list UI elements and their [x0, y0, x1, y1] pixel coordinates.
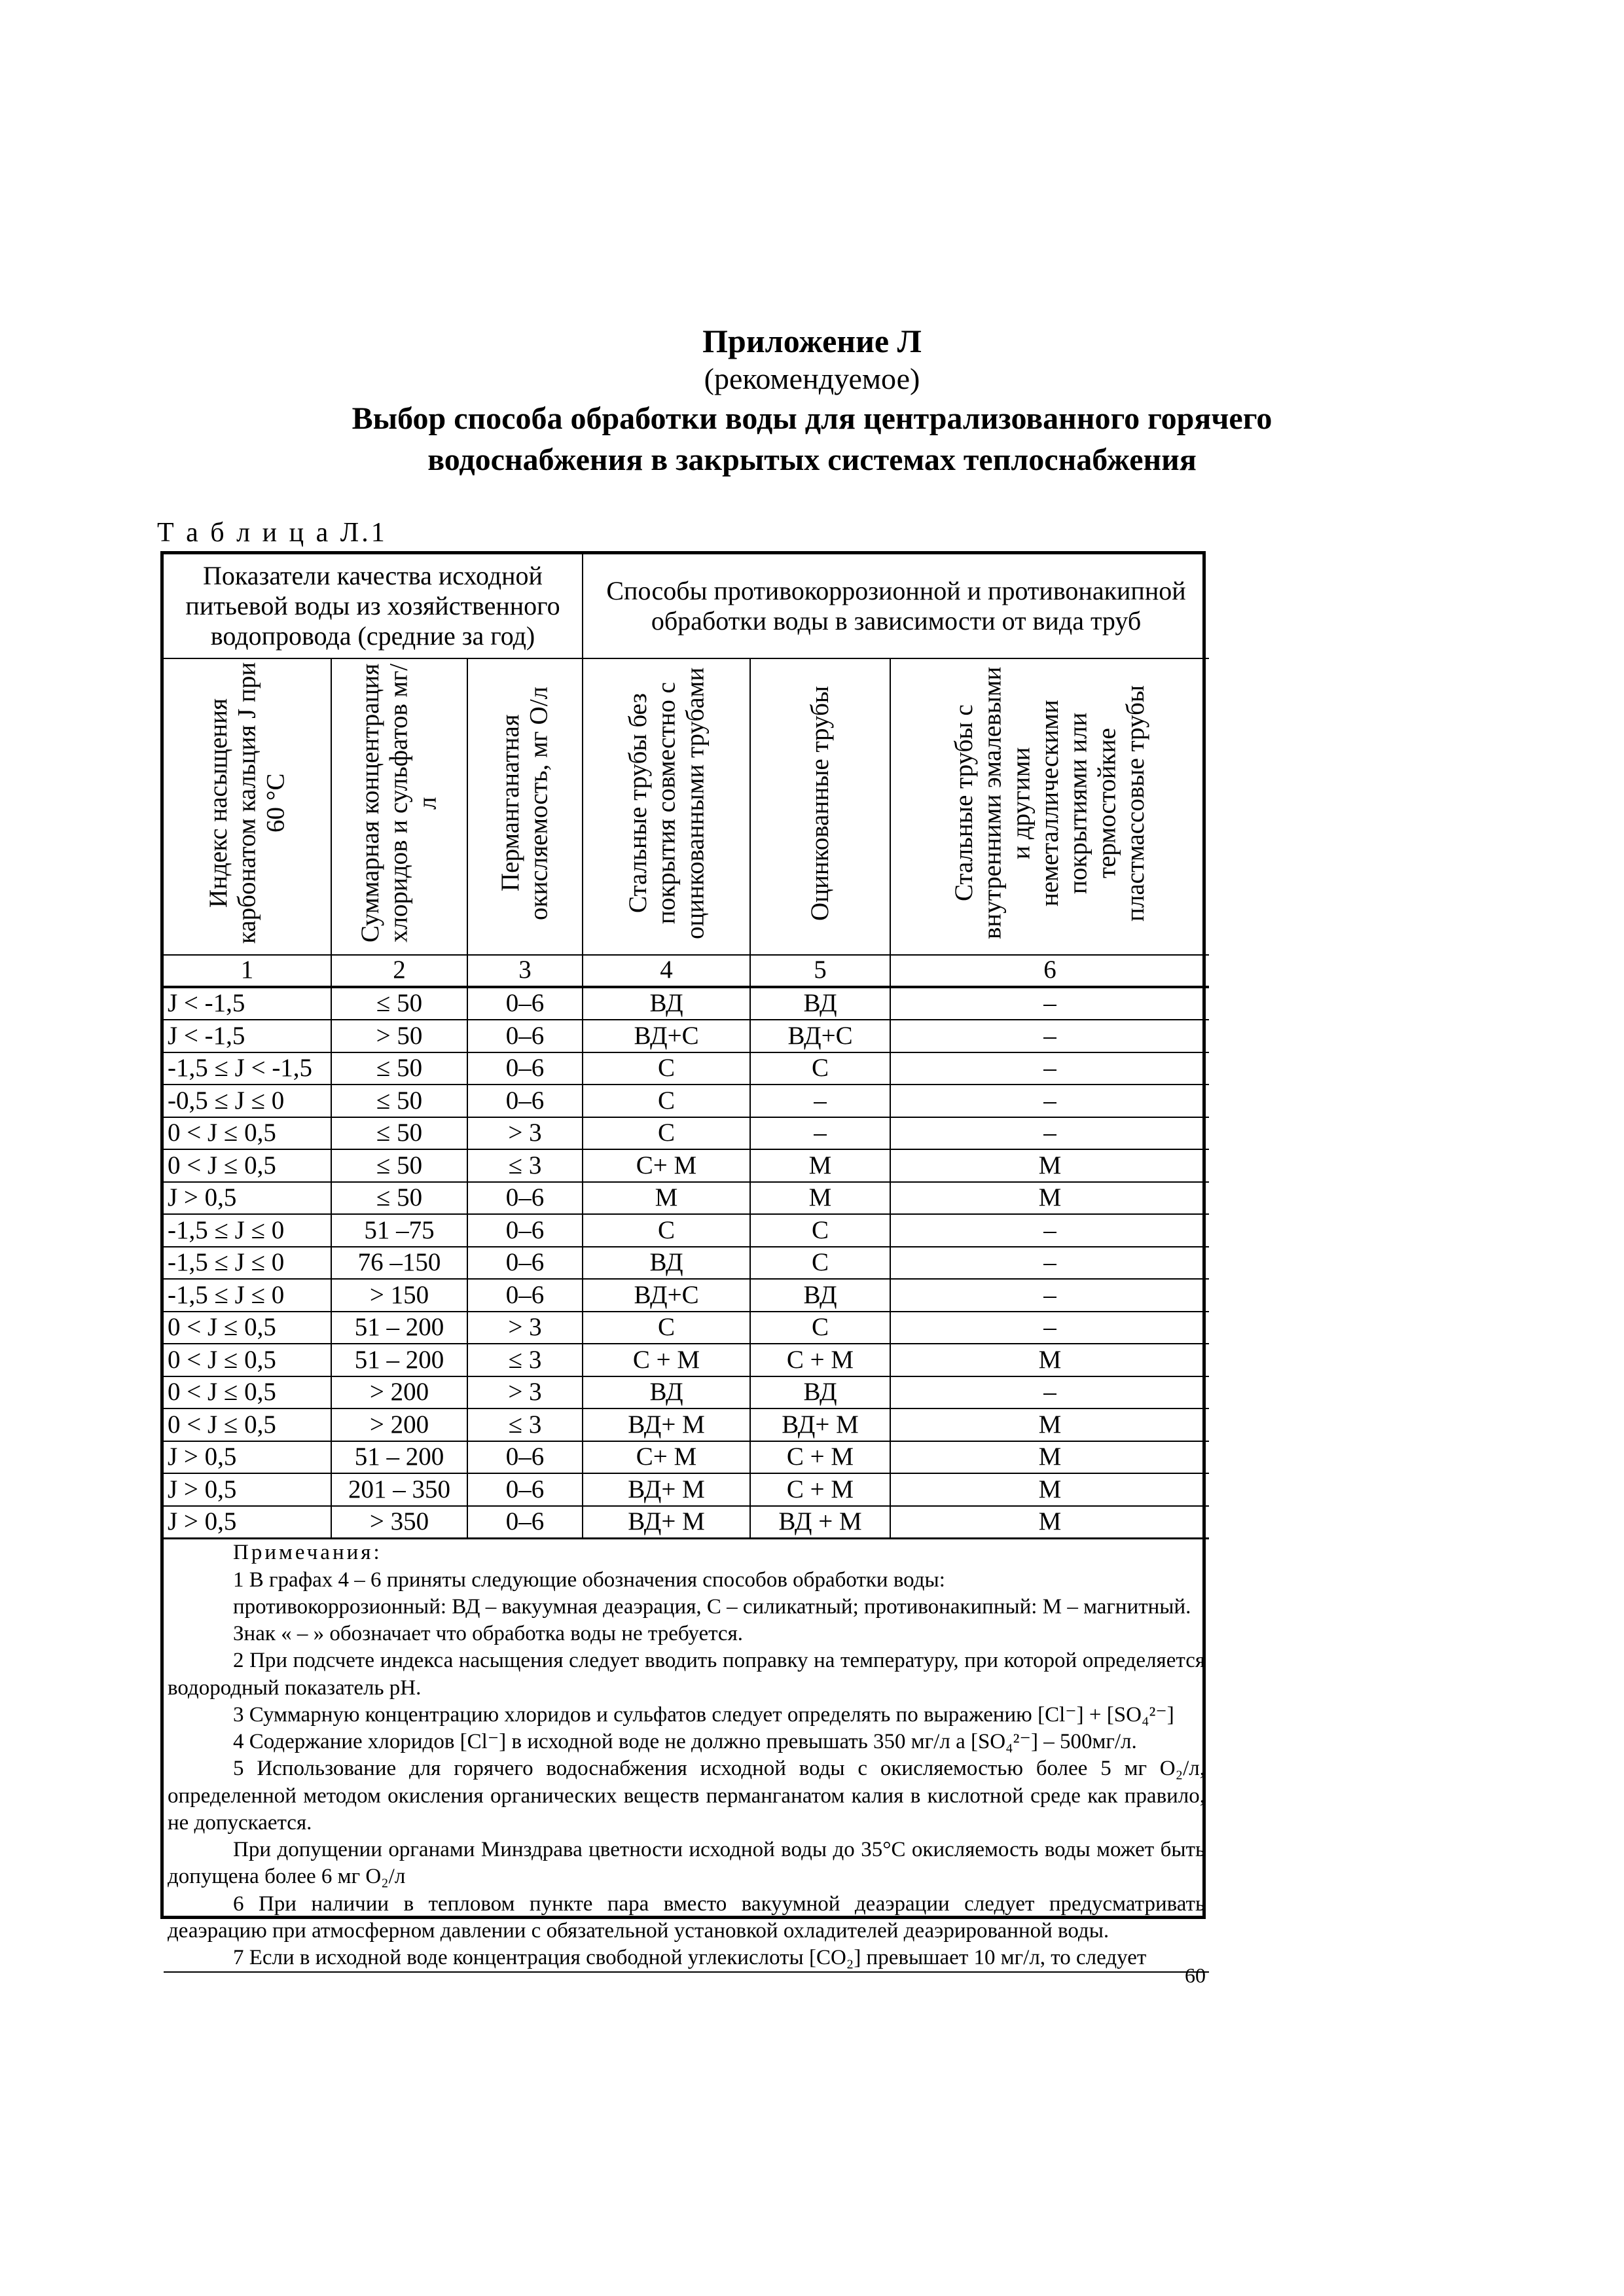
group-header-methods: Способы противокоррозионной и противонакипной обработки воды в зависимости от вида труб: [583, 554, 1209, 658]
table-cell: С: [750, 1247, 890, 1280]
table-row: [164, 1052, 1209, 1085]
table-row: [164, 1408, 1209, 1441]
document-title-line-1: Выбор способа обработки воды для централизованного горячего: [352, 401, 1272, 436]
note-7: 7 Если в исходной воде концентрация свободной углекислоты [CO₂] превышает 10 мг/л, то следует: [233, 1946, 1147, 1970]
table-cell: ≤ 50: [331, 987, 467, 1020]
table-cell: 51 – 200: [331, 1441, 467, 1474]
table-cell: М: [890, 1408, 1209, 1441]
table-cell: С: [583, 1052, 750, 1085]
table-cell: ВД: [583, 987, 750, 1020]
note-1-dash: Знак « – » обозначает что обработка воды не требуется.: [233, 1622, 744, 1646]
table-cell: –: [890, 1312, 1209, 1344]
table-cell: ВД+С: [583, 1279, 750, 1312]
table-cell: -0,5 ≤ J ≤ 0: [164, 1085, 331, 1117]
table-cell: ≤ 3: [467, 1344, 583, 1376]
table-cell: С + М: [750, 1344, 890, 1376]
table-cell: С: [583, 1085, 750, 1117]
table-cell: 0–6: [467, 1020, 583, 1052]
table-cell: ВД: [750, 987, 890, 1020]
table-cell: 51 –75: [331, 1214, 467, 1247]
table-cell: 0–6: [467, 1214, 583, 1247]
table-cell: ВД+ М: [583, 1408, 750, 1441]
table-cell: 0–6: [467, 1182, 583, 1215]
table-cell: –: [890, 1214, 1209, 1247]
table-cell: > 3: [467, 1312, 583, 1344]
table-cell: -1,5 ≤ J ≤ 0: [164, 1214, 331, 1247]
table-cell: С: [583, 1214, 750, 1247]
column-number: 1: [164, 955, 331, 987]
table-cell: ≤ 50: [331, 1085, 467, 1117]
table-cell: С: [750, 1052, 890, 1085]
notes-heading: Примечания:: [233, 1541, 382, 1565]
table-row: [164, 1506, 1209, 1539]
table-row: [164, 1473, 1209, 1506]
table-cell: J > 0,5: [164, 1441, 331, 1474]
table-cell: ВД+ М: [750, 1408, 890, 1441]
column-header-5: Оцинкованные трубы: [750, 658, 890, 955]
table-cell: С + М: [750, 1473, 890, 1506]
table-cell: М: [890, 1344, 1209, 1376]
table-cell: -1,5 ≤ J < -1,5: [164, 1052, 331, 1085]
table-cell: С + М: [583, 1344, 750, 1376]
table-cell: 0–6: [467, 1085, 583, 1117]
table-cell: J < -1,5: [164, 987, 331, 1020]
table-cell: 0–6: [467, 1441, 583, 1474]
column-header-1: Индекс насыщения карбонатом кальция J при 60 °С: [164, 658, 331, 955]
table-cell: М: [890, 1473, 1209, 1506]
note-3: 3 Суммарную концентрацию хлоридов и сульфатов следует определять по выражению [Cl⁻] + [SO₄²⁻]: [233, 1702, 1174, 1727]
table-cell: С: [750, 1312, 890, 1344]
table-cell: –: [890, 1052, 1209, 1085]
note-1-symbols: противокоррозионный: ВД – вакуумная деаэрация, С – силикатный; противонакипный: М – магнитный.: [233, 1594, 1191, 1619]
table-cell: J < -1,5: [164, 1020, 331, 1052]
table-row: [164, 1182, 1209, 1215]
table-cell: М: [890, 1506, 1209, 1539]
note-2: 2 При подсчете индекса насыщения следует вводить поправку на температуру, при которой определяется водородный показатель рН.: [168, 1649, 1206, 1700]
table-cell: –: [890, 987, 1209, 1020]
table-cell: –: [750, 1117, 890, 1150]
table-cell: 0 < J ≤ 0,5: [164, 1376, 331, 1409]
table-cell: 201 – 350: [331, 1473, 467, 1506]
table-cell: 0 < J ≤ 0,5: [164, 1408, 331, 1441]
column-header-6: Стальные трубы с внутренними эмалевыми и другими неметаллическими покрытиями или термостойкие пластмассовые трубы: [890, 658, 1209, 955]
table-cell: ВД: [750, 1376, 890, 1409]
table-cell: 0 < J ≤ 0,5: [164, 1344, 331, 1376]
table-row: [164, 1214, 1209, 1247]
table-row: [164, 1247, 1209, 1280]
note-4: 4 Содержание хлоридов [Cl⁻] в исходной воде не должно превышать 350 мг/л а [SO₄²⁻] – 500мг/л.: [233, 1730, 1137, 1754]
table-row: [164, 1149, 1209, 1182]
table-row: [164, 1020, 1209, 1052]
table-row: [164, 1085, 1209, 1117]
document-title-line-2: водоснабжения в закрытых системах теплоснабжения: [427, 442, 1197, 477]
table-cell: ВД+ М: [583, 1473, 750, 1506]
note-1: 1 В графах 4 – 6 приняты следующие обозначения способов обработки воды:: [233, 1568, 945, 1592]
table-cell: М: [583, 1182, 750, 1215]
table-cell: –: [890, 1279, 1209, 1312]
table-cell: ВД: [750, 1279, 890, 1312]
table-cell: –: [890, 1020, 1209, 1052]
table-cell: 51 – 200: [331, 1344, 467, 1376]
table-frame: [160, 551, 1206, 1970]
group-header-quality: Показатели качества исходной питьевой воды из хозяйственного водопровода (средние за год): [164, 554, 583, 658]
table-cell: J > 0,5: [164, 1506, 331, 1539]
note-5-continued: При допущении органами Минздрава цветности исходной воды до 35°С окисляемость воды может быть допущена более 6 мг О₂/л: [168, 1838, 1206, 1889]
appendix-subtitle: (рекомендуемое): [704, 362, 920, 395]
table-cell: М: [890, 1149, 1209, 1182]
table-cell: > 3: [467, 1117, 583, 1150]
table-cell: М: [890, 1182, 1209, 1215]
table-cell: J > 0,5: [164, 1182, 331, 1215]
table-row: [164, 1344, 1209, 1376]
table-row: [164, 987, 1209, 1020]
table-cell: 0 < J ≤ 0,5: [164, 1149, 331, 1182]
notes-cell: [164, 1539, 1209, 1973]
table-cell: С: [750, 1214, 890, 1247]
column-header-2: Суммарная концентрация хлоридов и сульфатов мг/л: [331, 658, 467, 955]
table-cell: М: [750, 1149, 890, 1182]
table-row: [164, 1279, 1209, 1312]
table-row: [164, 1376, 1209, 1409]
column-header-4: Стальные трубы без покрытия совместно с оцинкованными трубами: [583, 658, 750, 955]
column-header-3: Перманганатная окисляемость, мг О/л: [467, 658, 583, 955]
table-cell: -1,5 ≤ J ≤ 0: [164, 1279, 331, 1312]
table-cell: 51 – 200: [331, 1312, 467, 1344]
note-5: 5 Использование для горячего водоснабжения исходной воды с окисляемостью более 5 мг О₂/л, определенной методом окисления органических веществ перманганатом калия в кислотной среде как правило, не допускается.: [168, 1757, 1206, 1835]
appendix-title: Приложение Л: [702, 323, 922, 359]
water-treatment-table: [164, 554, 1209, 1973]
table-cell: > 350: [331, 1506, 467, 1539]
table-row: [164, 1312, 1209, 1344]
column-number: 2: [331, 955, 467, 987]
table-cell: 0–6: [467, 987, 583, 1020]
table-cell: –: [750, 1085, 890, 1117]
table-cell: ≤ 3: [467, 1149, 583, 1182]
table-row: [164, 1117, 1209, 1150]
table-cell: –: [890, 1376, 1209, 1409]
table-cell: С + М: [750, 1441, 890, 1474]
table-cell: М: [890, 1441, 1209, 1474]
table-cell: 0–6: [467, 1473, 583, 1506]
table-cell: > 150: [331, 1279, 467, 1312]
table-cell: С: [583, 1117, 750, 1150]
table-cell: ВД+С: [750, 1020, 890, 1052]
column-number: 3: [467, 955, 583, 987]
table-cell: 0 < J ≤ 0,5: [164, 1312, 331, 1344]
column-number: 4: [583, 955, 750, 987]
page-number: 60: [1185, 1964, 1206, 1987]
table-cell: 0 < J ≤ 0,5: [164, 1117, 331, 1150]
table-cell: С+ М: [583, 1149, 750, 1182]
table-cell: –: [890, 1117, 1209, 1150]
table-cell: > 50: [331, 1020, 467, 1052]
table-cell: С: [583, 1312, 750, 1344]
table-cell: М: [750, 1182, 890, 1215]
table-cell: –: [890, 1247, 1209, 1280]
note-6: 6 При наличии в тепловом пункте пара вместо вакуумной деаэрации следует предусматривать деаэрацию при атмосферном давлении с обязательной установкой охладителей деаэрированной воды.: [168, 1892, 1206, 1943]
column-number: 6: [890, 955, 1209, 987]
table-cell: 0–6: [467, 1279, 583, 1312]
table-cell: 76 –150: [331, 1247, 467, 1280]
table-cell: > 3: [467, 1376, 583, 1409]
table-cell: ВД: [583, 1376, 750, 1409]
column-number: 5: [750, 955, 890, 987]
table-cell: 0–6: [467, 1247, 583, 1280]
table-cell: -1,5 ≤ J ≤ 0: [164, 1247, 331, 1280]
table-cell: –: [890, 1085, 1209, 1117]
table-cell: ВД+С: [583, 1020, 750, 1052]
table-cell: ВД + М: [750, 1506, 890, 1539]
table-cell: ВД+ М: [583, 1506, 750, 1539]
table-row: [164, 1441, 1209, 1474]
table-caption: Т а б л и ц а Л.1: [157, 518, 388, 548]
table-cell: ≤ 50: [331, 1149, 467, 1182]
table-cell: С+ М: [583, 1441, 750, 1474]
table-cell: ≤ 50: [331, 1182, 467, 1215]
table-cell: > 200: [331, 1408, 467, 1441]
table-cell: ≤ 50: [331, 1052, 467, 1085]
table-cell: 0–6: [467, 1506, 583, 1539]
table-cell: ВД: [583, 1247, 750, 1280]
table-cell: > 200: [331, 1376, 467, 1409]
table-cell: ≤ 50: [331, 1117, 467, 1150]
table-cell: ≤ 3: [467, 1408, 583, 1441]
table-cell: J > 0,5: [164, 1473, 331, 1506]
table-cell: 0–6: [467, 1052, 583, 1085]
